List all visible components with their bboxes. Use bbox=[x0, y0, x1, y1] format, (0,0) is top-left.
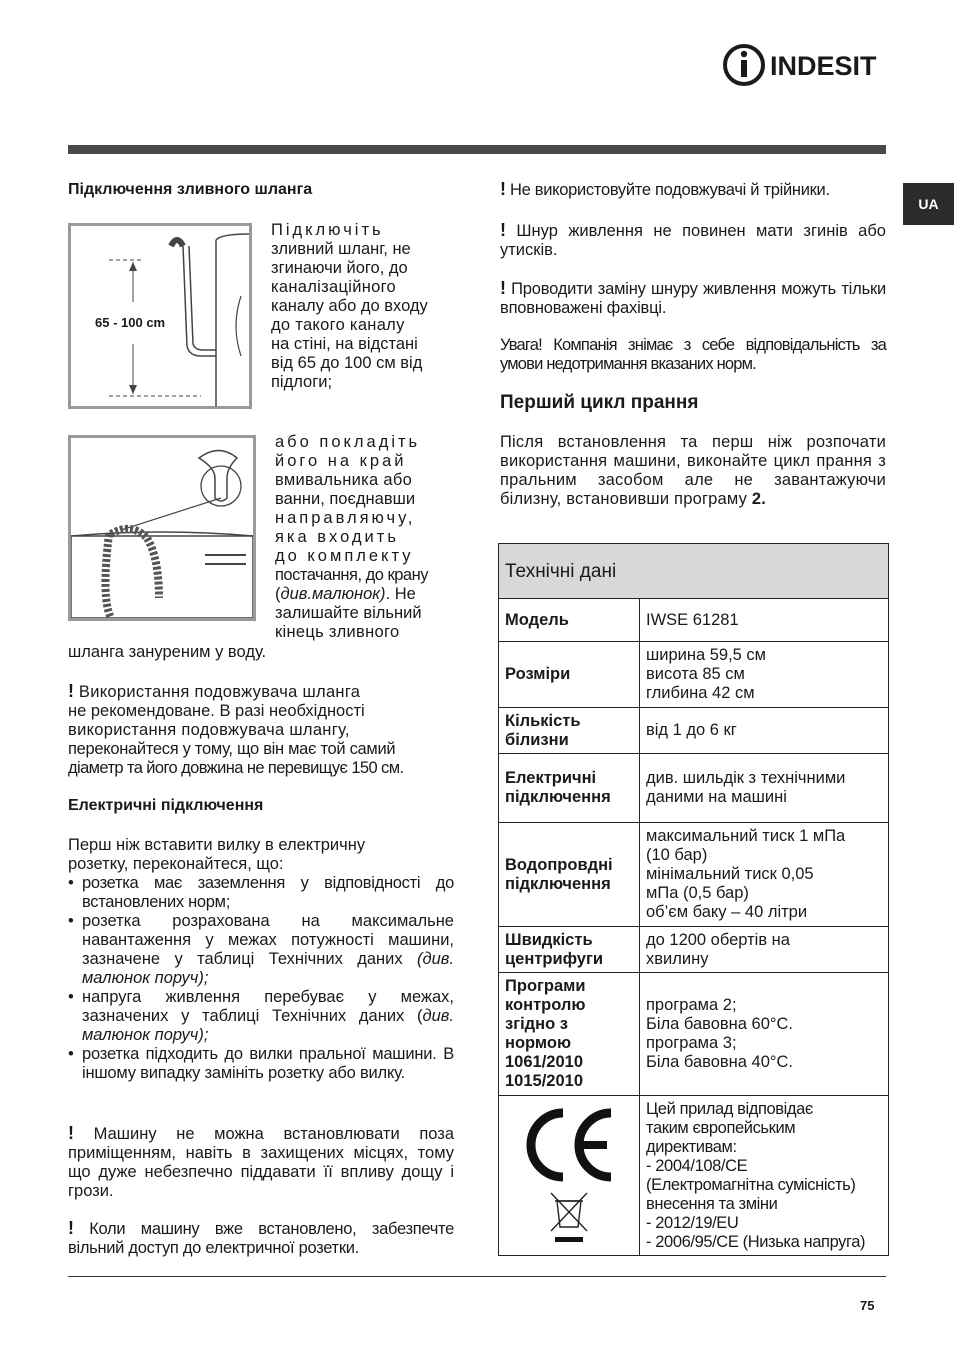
indesit-logo bbox=[722, 42, 892, 88]
extension-warning: ! Використання подовжувача шланга не рекомендоване. В разі необхідності використання подовжувача шлангу, переконайтеся у тому, що він має той самий діаметр та його довжина не перевищує 150 см. bbox=[68, 681, 404, 777]
outdoor-warning: ! Машину не можна встановлювати поза приміщенням, навіть в захищених місцях, тому що дуже небезпечно піддавати її впливу дощу і грози. bbox=[68, 1123, 454, 1200]
extension-cord-warning: ! Не використовуйте подовжувачі й трійники. bbox=[500, 179, 830, 199]
drain-paragraph-2-tail: шланга зануреним у воду. bbox=[68, 643, 267, 661]
cord-bend-warning: ! Шнур живлення не повинен мати згинів або утисків. bbox=[500, 220, 886, 259]
weee-bin-icon bbox=[551, 1193, 587, 1242]
header-rule bbox=[68, 145, 886, 154]
electrical-title: Електричні підключення bbox=[68, 797, 264, 814]
checklist-item: • розетка розрахована на максимальне навантаження у межах потужності машини, зазначене у таблиці Технічних даних (див. малюнок поруч); bbox=[68, 912, 454, 988]
figure-drain-bathtub bbox=[68, 435, 256, 621]
table-row-certification bbox=[499, 1096, 889, 1256]
electrical-intro: Перш ніж вставити вилку в електричну розетку, переконайтеся, що: bbox=[68, 836, 366, 873]
table-row: Модель IWSE 61281 bbox=[499, 599, 889, 642]
figure-drain-wall bbox=[68, 223, 252, 409]
first-cycle-title: Перший цикл прання bbox=[500, 392, 699, 413]
drain-paragraph-1: Підключіть зливний шланг, не згинаючи його, до каналізаційного каналу або до входу до такого каналу на стіні, на відстані від 65 до 100 см від підлоги; bbox=[271, 221, 428, 391]
footer-rule bbox=[68, 1276, 886, 1277]
certification-marks bbox=[499, 1096, 640, 1256]
table-row: Швидкість центрифуги до 1200 обертів на хвилину bbox=[499, 927, 889, 973]
table-row: Програми контролю згідно з нормою 1061/2010 1015/2010 програма 2; Біла бавовна 60°С. програма 3; Біла бавовна 40°С. bbox=[499, 973, 889, 1096]
drain-bathtub-illustration bbox=[71, 438, 253, 618]
directives-text: Цей прилад відповідає таким європейським директивам: - 2004/108/CE (Електромагнітна сумісність) внесення та зміни - 2012/19/EU - 2006/95/CE (Низька напруга) bbox=[640, 1096, 889, 1256]
checklist-item: • розетка має заземлення у відповідності до встановлених норм; bbox=[68, 874, 454, 912]
socket-access-warning: ! Коли машину вже встановлено, забезпечте вільний доступ до електричної розетки. bbox=[68, 1218, 454, 1257]
table-row: Кількість білизни від 1 до 6 кг bbox=[499, 708, 889, 754]
table-title: Технічні дані bbox=[499, 544, 889, 599]
liability-note: Увага! Компанія знімає з себе відповідальність за умови недотримання вказаних норм. bbox=[500, 336, 886, 373]
svg-text:INDESIT: INDESIT bbox=[770, 51, 877, 81]
cord-replacement-warning: ! Проводити заміну шнуру живлення можуть тільки вповноважені фахівці. bbox=[500, 278, 886, 317]
first-cycle-text: Після встановлення та перш ніж розпочати використання машини, виконайте цикл прання з пральним засобом але не завантажуючи білизну, встановивши програму 2. bbox=[500, 433, 886, 508]
page-number: 75 bbox=[860, 1298, 875, 1313]
table-header-row bbox=[499, 544, 889, 599]
table-row: Електричні підключення див. шильдік з технічними даними на машині bbox=[499, 754, 889, 823]
table-row: Водопровдні підключення максимальний тиск 1 мПа (10 бар) мінімальний тиск 0,05 мПа (0,5 бар) об’єм баку – 40 літри bbox=[499, 823, 889, 927]
drain-title: Підключення зливного шланга bbox=[68, 181, 313, 198]
ce-mark-icon bbox=[519, 1103, 619, 1243]
electrical-checklist bbox=[68, 874, 454, 1083]
checklist-item: • розетка підходить до вилки пральної машини. В іншому випадку замініть розетку або вилку. bbox=[68, 1045, 454, 1083]
drain-paragraph-2: або покладіть його на край вмивальника або ванни, поєднавши направляючу, яка входить до комплекту постачання, до крану (див.малюнок). Не залишайте вільний кінець зливного bbox=[275, 433, 428, 641]
checklist-item: • напруга живлення перебуває у межах, зазначених у таблиці Технічних даних (див. малюнок поруч); bbox=[68, 988, 454, 1045]
technical-data-table bbox=[498, 543, 889, 1256]
height-label: 65 - 100 cm bbox=[95, 315, 166, 330]
table-row: Розміри ширина 59,5 см висота 85 см глибина 42 см bbox=[499, 642, 889, 708]
language-tab: UA bbox=[903, 183, 954, 225]
